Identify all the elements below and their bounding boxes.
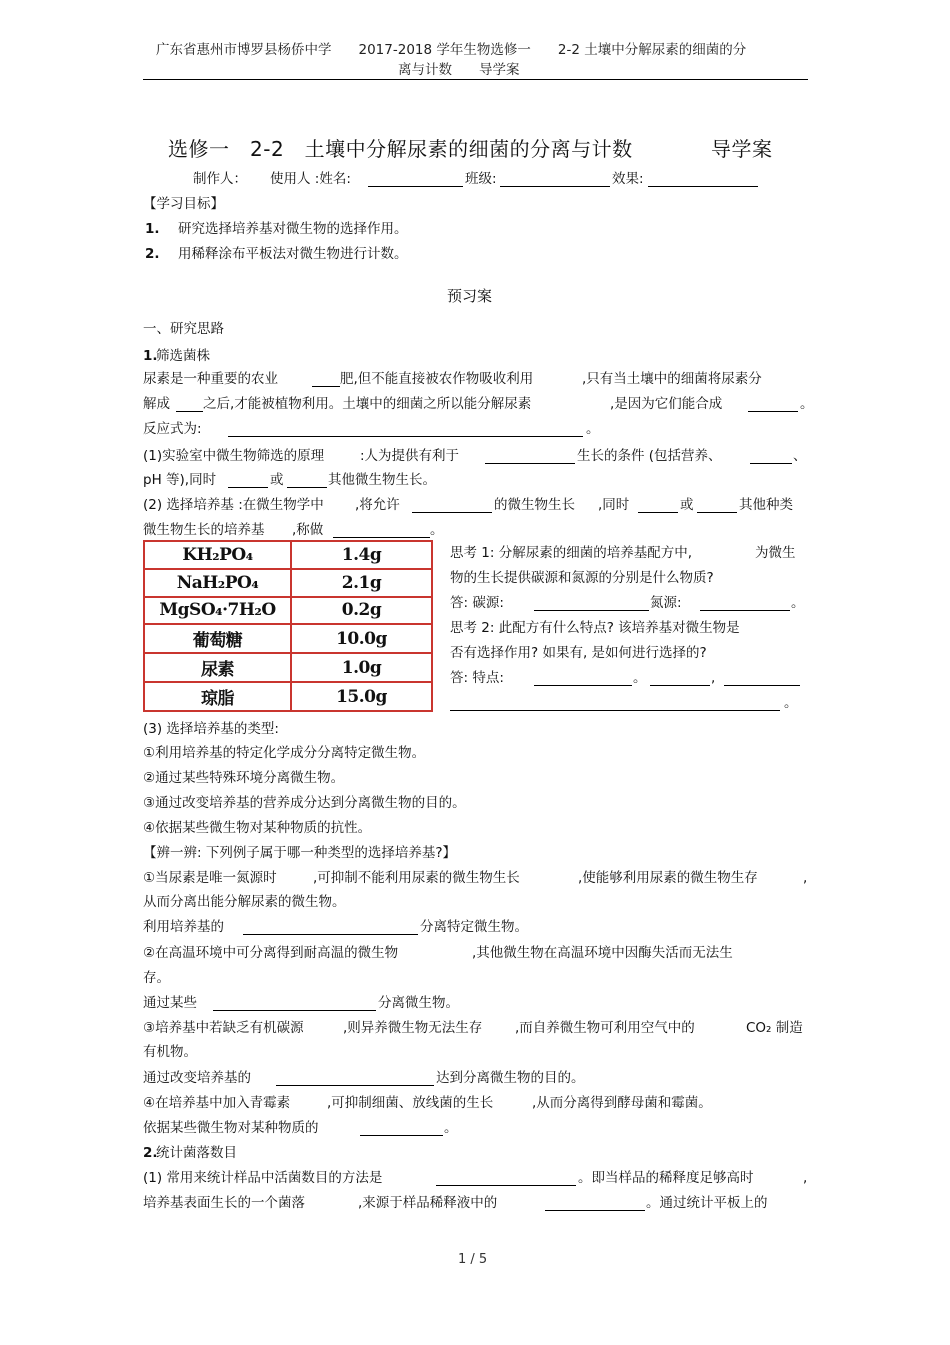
section-heading: 一、研究思路 <box>143 321 224 337</box>
method-blank <box>436 1171 576 1186</box>
reagent-name: MgSO₄·7H₂O <box>144 597 291 625</box>
text-p1c: ,只有当土壤中的细菌将尿素分 <box>582 371 762 387</box>
blank <box>276 1071 434 1086</box>
table-row <box>144 597 432 625</box>
table-row <box>144 624 432 653</box>
answer1-end: 。 <box>791 595 805 611</box>
table-row <box>144 569 432 597</box>
blank <box>697 498 737 513</box>
count-text: 。通过统计平板上的 <box>646 1195 768 1211</box>
think1-text-c: 物的生长提供碳源和氮源的分别是什么物质? <box>450 570 714 586</box>
text-q1g: 其他微生物生长。 <box>328 472 436 488</box>
example-text: ,可抑制不能利用尿素的微生物生长 <box>313 870 520 886</box>
reagent-amount: 1.4g <box>291 541 432 569</box>
text-q1a: (1)实验室中微生物筛选的原理 <box>143 448 325 464</box>
example-text: ,则异养微生物无法生存 <box>343 1020 483 1036</box>
text-p3end: 。 <box>586 421 600 437</box>
discern-heading: 【辨一辨: 下列例子属于哪一种类型的选择培养基?】 <box>143 845 457 861</box>
example-text: CO₂ 制造 <box>746 1020 803 1036</box>
text-p1b: 肥,但不能直接被农作物吸收利用 <box>340 371 534 387</box>
example-text: 分离特定微生物。 <box>420 919 528 935</box>
name-label: 使用人 :姓名: <box>270 171 351 187</box>
example-text: ,从而分离得到酵母菌和霉菌。 <box>532 1095 712 1111</box>
blank <box>360 1121 443 1136</box>
text-q1d: 、 <box>793 448 807 464</box>
example-text: ②在高温环境中可分离得到耐高温的微生物 <box>143 945 399 961</box>
example-text: ,可抑制细菌、放线菌的生长 <box>327 1095 494 1111</box>
text-q1e: pH 等),同时 <box>143 472 217 488</box>
text-q1b: :人为提供有利于 <box>360 448 460 464</box>
blank <box>412 498 492 513</box>
blank <box>650 671 710 686</box>
example-text: ①当尿素是唯一氮源时 <box>143 870 277 886</box>
class-label: 班级: <box>465 171 497 187</box>
text-q2f: 其他种类 <box>739 497 793 513</box>
blank <box>750 449 792 464</box>
nitrogen-blank <box>700 596 790 611</box>
nitrogen-label: 氮源: <box>650 595 682 611</box>
types-heading: (3) 选择培养基的类型: <box>143 721 279 737</box>
blank <box>228 473 268 488</box>
text-q2b: ,将允许 <box>355 497 400 513</box>
example-text: 依据某些微生物对某种物质的 <box>143 1120 319 1136</box>
answer2-label: 答: 特点: <box>450 670 504 686</box>
blank <box>545 1196 645 1211</box>
objective-text-1: 研究选择培养基对微生物的选择作用。 <box>178 221 408 237</box>
example-text: ④在培养基中加入青霉素 <box>143 1095 291 1111</box>
objectives-heading: 【学习目标】 <box>143 196 224 212</box>
text-p2a: 解成 <box>143 396 170 412</box>
page-title: 选修一 2-2 土壤中分解尿素的细菌的分离与计数 <box>168 137 633 161</box>
blank <box>748 397 798 412</box>
objective-text-2: 用稀释涂布平板法对微生物进行计数。 <box>178 246 408 262</box>
answer1-label: 答: 碳源: <box>450 595 504 611</box>
page-number: 1 / 5 <box>458 1252 488 1267</box>
answer2-comma: , <box>711 670 716 686</box>
carbon-blank <box>534 596 649 611</box>
table-row <box>144 541 432 569</box>
blank <box>243 920 418 935</box>
think2-text-b: 否有选择作用? 如果有, 是如何进行选择的? <box>450 645 707 661</box>
type-item: ②通过某些特殊环境分离微生物。 <box>143 770 345 786</box>
reagent-name: KH₂PO₄ <box>144 541 291 569</box>
think1-text: 思考 1: 分解尿素的细菌的培养基配方中, <box>450 545 693 561</box>
example-text: ,使能够利用尿素的微生物生存 <box>578 870 758 886</box>
maker-label: 制作人： <box>193 171 247 187</box>
table-row <box>144 653 432 682</box>
effect-label: 效果: <box>612 171 644 187</box>
think1-text-b: 为微生 <box>755 545 796 561</box>
name-blank <box>368 172 463 187</box>
blank <box>312 372 340 387</box>
reagent-amount: 15.0g <box>291 682 432 711</box>
type-item: ④依据某些微生物对某种物质的抗性。 <box>143 820 372 836</box>
text-p3a: 反应式为: <box>143 421 202 437</box>
reaction-blank <box>228 422 583 437</box>
count-title: 统计菌落数目 <box>156 1145 237 1161</box>
text-q2d: ,同时 <box>598 497 630 513</box>
blank <box>450 696 780 711</box>
text-q2end: 。 <box>430 522 444 538</box>
example-text: 达到分离微生物的目的。 <box>436 1070 585 1086</box>
count-text: , <box>803 1170 808 1186</box>
header-rule <box>143 79 808 80</box>
reagent-amount: 2.1g <box>291 569 432 597</box>
text-q2h: ,称做 <box>292 522 324 538</box>
answer2-sep: 。 <box>633 670 647 686</box>
header-line-1: 广东省惠州市博罗县杨侨中学 2017-2018 学年生物选修一 2-2 土壤中分解尿素的细菌的分 <box>156 42 747 58</box>
count-text: 培养基表面生长的一个菌落 <box>143 1195 305 1211</box>
example-text: 利用培养基的 <box>143 919 224 935</box>
sub1-num: 1. <box>143 348 158 364</box>
blank <box>287 473 327 488</box>
example-text: 存。 <box>143 970 170 986</box>
text-q1c: 生长的条件 (包括营养、 <box>577 448 722 464</box>
feature-blank <box>534 671 632 686</box>
header-line-2: 离与计数 导学案 <box>398 62 520 78</box>
class-blank <box>500 172 610 187</box>
reagent-name: NaH₂PO₄ <box>144 569 291 597</box>
text-q2g: 微生物生长的培养基 <box>143 522 265 538</box>
preview-heading: 预习案 <box>447 287 493 305</box>
count-text: ,来源于样品稀释液中的 <box>358 1195 498 1211</box>
example-text: ,而自养微生物可利用空气中的 <box>515 1020 695 1036</box>
objective-num-2: 2. <box>145 246 160 262</box>
blank <box>213 996 376 1011</box>
blank <box>485 449 575 464</box>
reagent-name: 葡萄糖 <box>144 624 291 653</box>
example-text: 从而分离出能分解尿素的微生物。 <box>143 894 346 910</box>
example-text: 有机物。 <box>143 1044 197 1060</box>
text-p1a: 尿素是一种重要的农业 <box>143 371 278 387</box>
text-p2end: 。 <box>800 396 814 412</box>
text-q2e: 或 <box>680 497 694 513</box>
table-row <box>144 682 432 711</box>
answer2-end: 。 <box>784 695 798 711</box>
count-num: 2. <box>143 1145 158 1161</box>
blank <box>333 523 430 538</box>
effect-blank <box>648 172 758 187</box>
reagent-amount: 1.0g <box>291 653 432 682</box>
type-item: ③通过改变培养基的营养成分达到分离微生物的目的。 <box>143 795 466 811</box>
example-text: 分离微生物。 <box>378 995 459 1011</box>
example-text: ,其他微生物在高温环境中因酶失活而无法生 <box>472 945 733 961</box>
text-q2c: 的微生物生长 <box>494 497 575 513</box>
count-text: (1) 常用来统计样品中活菌数目的方法是 <box>143 1170 383 1186</box>
objective-num-1: 1. <box>145 221 160 237</box>
reagent-amount: 0.2g <box>291 597 432 625</box>
reagent-name: 琼脂 <box>144 682 291 711</box>
example-text: , <box>803 870 808 886</box>
count-text: 。即当样品的稀释度足够高时 <box>578 1170 754 1186</box>
page-title-suffix: 导学案 <box>711 137 773 161</box>
text-q2a: (2) 选择培养基 :在微生物学中 <box>143 497 324 513</box>
type-item: ①利用培养基的特定化学成分分离特定微生物。 <box>143 745 426 761</box>
example-text: ③培养基中若缺乏有机碳源 <box>143 1020 304 1036</box>
example-text: 通过某些 <box>143 995 197 1011</box>
think2-text: 思考 2: 此配方有什么特点? 该培养基对微生物是 <box>450 620 740 636</box>
reagent-name: 尿素 <box>144 653 291 682</box>
text-p2c: ,是因为它们能合成 <box>610 396 723 412</box>
reagent-amount: 10.0g <box>291 624 432 653</box>
blank <box>724 671 800 686</box>
example-text: 通过改变培养基的 <box>143 1070 251 1086</box>
text-q1f: 或 <box>270 472 284 488</box>
example-text: 。 <box>444 1120 458 1136</box>
sub1-title: 筛选菌株 <box>156 348 210 364</box>
recipe-table <box>143 540 433 712</box>
text-p2b: 之后,才能被植物利用。土壤中的细菌之所以能分解尿素 <box>203 396 532 412</box>
blank <box>176 397 203 412</box>
blank <box>638 498 678 513</box>
